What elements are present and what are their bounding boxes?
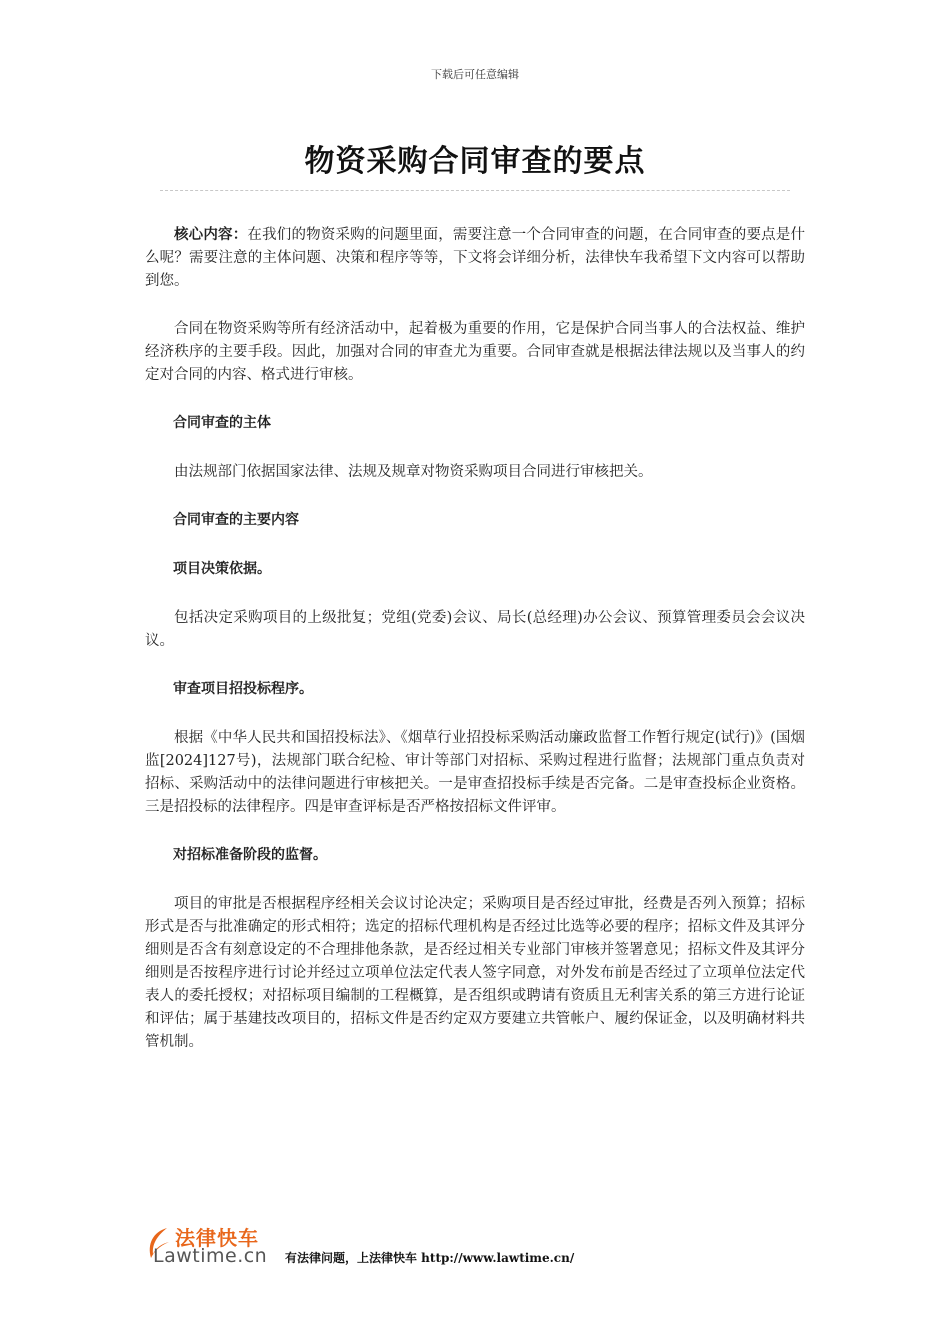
- footer: [145, 1222, 805, 1272]
- decision-paragraph: 包括决定采购项目的上级批复；党组(党委)会议、局长(总经理)办公会议、预算管理委员会会议决议。: [145, 610, 805, 649]
- content-heading: 合同审查的主要内容: [173, 512, 299, 528]
- lawtime-logo: [145, 1222, 285, 1270]
- document-body: [145, 224, 805, 1079]
- logo-cn-text: 法律快车: [175, 1226, 259, 1250]
- subject-heading: 合同审查的主体: [173, 415, 271, 431]
- bidding-paragraph: 根据《中华人民共和国招投标法》、《烟草行业招投标采购活动廉政监督工作暂行规定(试行)》(国烟监[2024]127号)，法规部门联合纪检、审计等部门对招标、采购过程进行监督；法规部门重点负责对招标、采购活动中的法律问题进行审核把关。一是审查招投标手续是否完备。二是审查投标企业资格。三是招投标的法律程序。四是审查评标是否严格按招标文件评审。: [145, 730, 805, 815]
- document-title: 物资采购合同审查的要点: [304, 144, 646, 179]
- header-note: 下载后可任意编辑: [431, 68, 519, 81]
- prep-heading: 对招标准备阶段的监督。: [173, 847, 327, 863]
- subject-paragraph: 由法规部门依据国家法律、法规及规章对物资采购项目合同进行审核把关。: [174, 464, 653, 480]
- title-divider: [160, 190, 790, 191]
- bidding-heading: 审查项目招投标程序。: [173, 681, 313, 697]
- logo-en-text: Lawtime.cn: [153, 1245, 268, 1267]
- lead-label: 核心内容：: [174, 227, 248, 243]
- footer-slogan[interactable]: 有法律问题，上法律快车 http://www.lawtime.cn/: [285, 1251, 575, 1265]
- lead-text: 在我们的物资采购的问题里面，需要注意一个合同审查的问题，在合同审查的要点是什么呢？需要注意的主体问题、决策和程序等等，下文将会详细分析，法律快车我希望下文内容可以帮助到您。: [145, 227, 806, 289]
- decision-heading: 项目决策依据。: [173, 561, 271, 577]
- prep-paragraph: 项目的审批是否根据程序经相关会议讨论决定；采购项目是否经过审批，经费是否列入预算；招标形式是否与批准确定的形式相符；选定的招标代理机构是否经过比选等必要的程序；招标文件及其评分细则是否含有刻意设定的不合理排他条款，是否经过相关专业部门审核并签署意见；招标文件及其评分细则是否按程序进行讨论并经过立项单位法定代表人签字同意，对外发布前是否经过了立项单位法定代表人的委托授权；对招标项目编制的工程概算，是否组织或聘请有资质且无利害关系的第三方进行论证和评估；属于基建技改项目的，招标文件是否约定双方要建立共管帐户、履约保证金，以及明确材料共管机制。: [145, 896, 805, 1050]
- lead-paragraph: [145, 224, 805, 293]
- intro-paragraph: 合同在物资采购等所有经济活动中，起着极为重要的作用，它是保护合同当事人的合法权益、维护经济秩序的主要手段。因此，加强对合同的审查尤为重要。合同审查就是根据法律法规以及当事人的约定对合同的内容、格式进行审核。: [145, 321, 805, 383]
